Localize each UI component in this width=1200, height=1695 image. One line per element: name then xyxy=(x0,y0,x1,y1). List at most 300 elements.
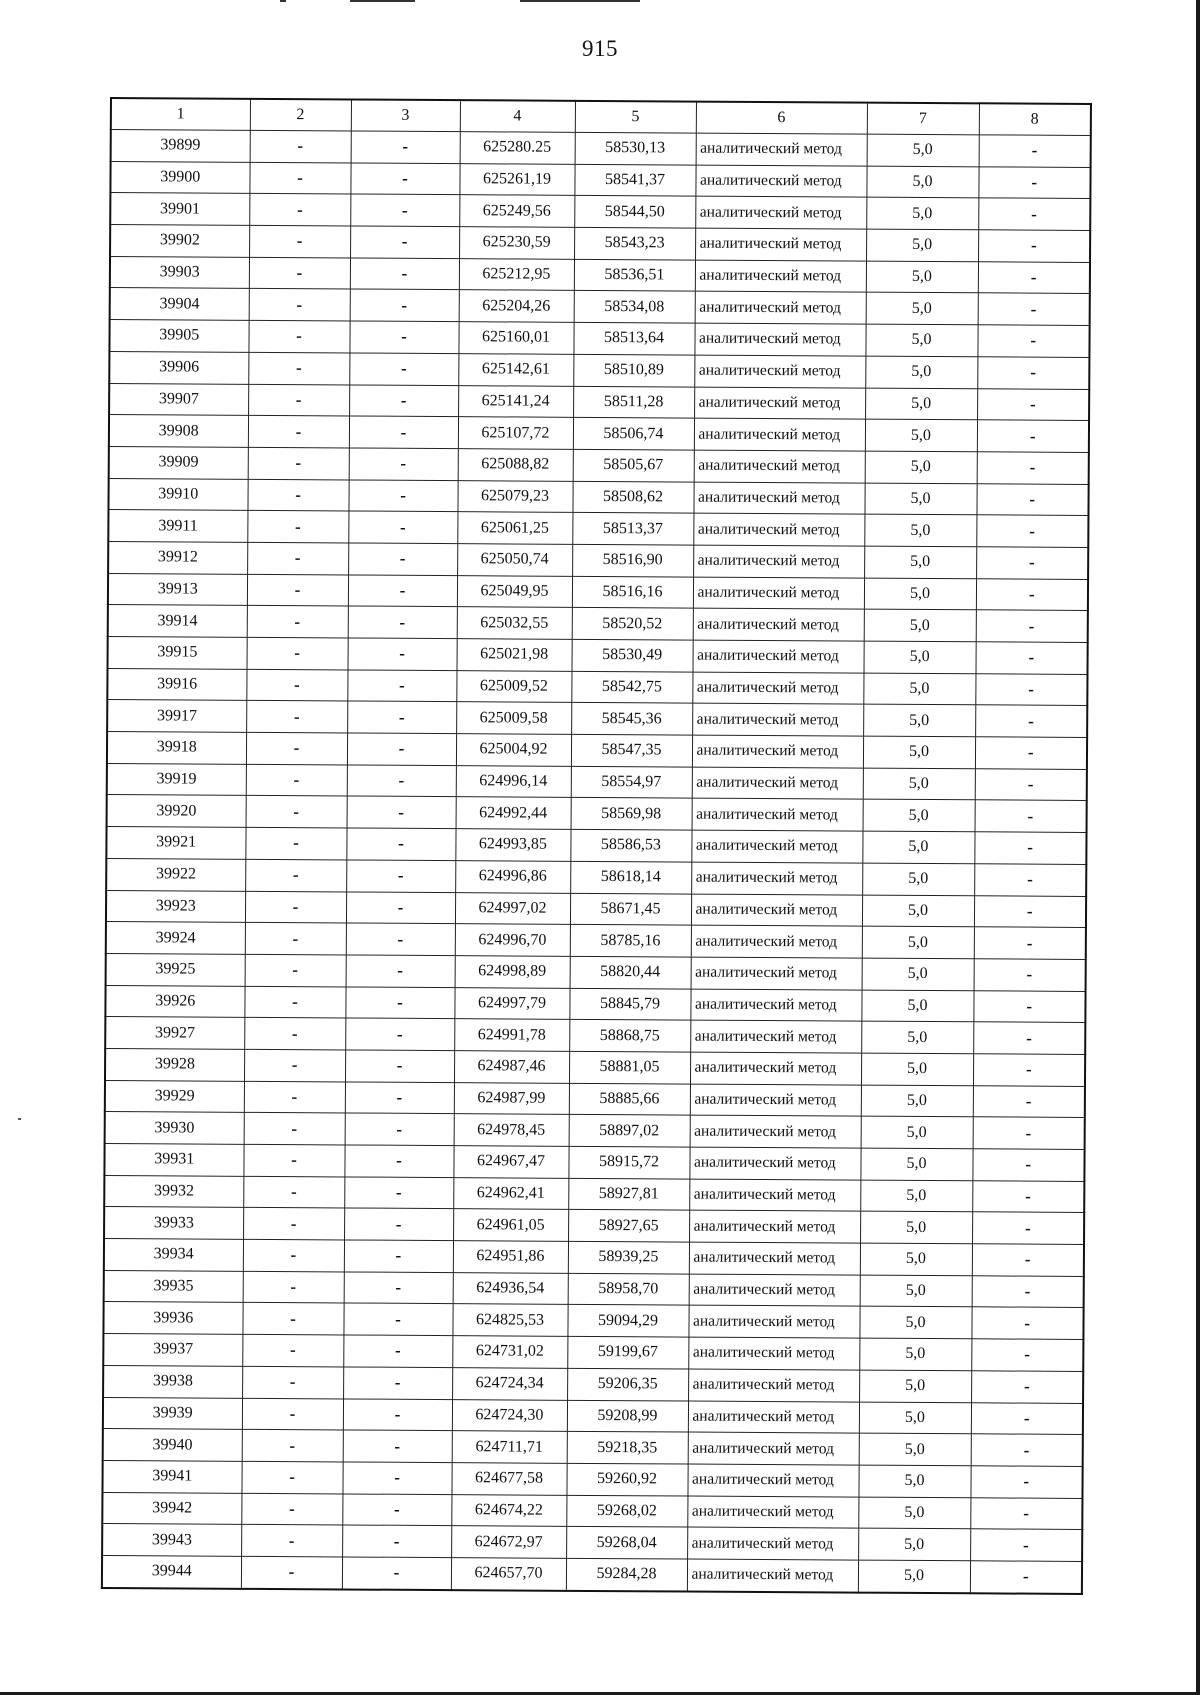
method-cell: аналитический метод xyxy=(687,1559,858,1592)
x-coordinate-cell: 625009,58 xyxy=(456,702,571,734)
point-number-cell: 39913 xyxy=(108,573,247,606)
col3-cell: - xyxy=(347,796,456,828)
y-coordinate-cell: 58516,90 xyxy=(572,544,693,576)
accuracy-cell: 5,0 xyxy=(864,514,976,546)
col8-cell: - xyxy=(975,642,1087,674)
scan-artifact xyxy=(280,0,286,2)
col8-cell: - xyxy=(975,769,1087,801)
col2-cell: - xyxy=(248,384,349,416)
y-coordinate-cell: 58544,50 xyxy=(574,196,695,228)
col8-cell: - xyxy=(976,578,1088,610)
x-coordinate-cell: 624961,05 xyxy=(453,1209,568,1241)
col3-cell: - xyxy=(346,891,455,923)
method-cell: аналитический метод xyxy=(695,228,866,261)
col8-cell: - xyxy=(973,1117,1085,1149)
col3-cell: - xyxy=(349,321,458,353)
column-header: 3 xyxy=(351,99,460,131)
col3-cell: - xyxy=(344,1177,453,1209)
col8-cell: - xyxy=(972,1180,1084,1212)
method-cell: аналитический метод xyxy=(693,513,864,546)
col2-cell: - xyxy=(247,511,348,543)
method-cell: аналитический метод xyxy=(693,577,864,610)
scan-artifact xyxy=(520,0,640,2)
col3-cell: - xyxy=(350,258,459,290)
point-number-cell: 39917 xyxy=(107,700,246,733)
accuracy-cell: 5,0 xyxy=(863,768,975,800)
y-coordinate-cell: 58671,45 xyxy=(570,893,691,925)
coordinates-table xyxy=(101,97,1092,1595)
col3-cell: - xyxy=(348,543,457,575)
col3-cell: - xyxy=(351,131,460,163)
method-cell: аналитический метод xyxy=(695,165,866,198)
y-coordinate-cell: 59094,29 xyxy=(567,1305,688,1337)
point-number-cell: 39937 xyxy=(103,1334,242,1367)
x-coordinate-cell: 624996,14 xyxy=(456,765,571,797)
method-cell: аналитический метод xyxy=(689,1274,860,1307)
col3-cell: - xyxy=(344,1240,453,1272)
point-number-cell: 39921 xyxy=(106,827,245,860)
method-cell: аналитический метод xyxy=(689,1210,860,1243)
x-coordinate-cell: 625009,52 xyxy=(456,670,571,702)
y-coordinate-cell: 58510,89 xyxy=(573,354,694,386)
point-number-cell: 39941 xyxy=(102,1460,241,1493)
col8-cell: - xyxy=(976,610,1088,642)
point-number-cell: 39900 xyxy=(110,161,249,194)
col2-cell: - xyxy=(246,701,347,733)
x-coordinate-cell: 624731,02 xyxy=(452,1336,567,1368)
col2-cell: - xyxy=(249,257,350,289)
accuracy-cell: 5,0 xyxy=(859,1402,971,1434)
col8-cell: - xyxy=(972,1212,1084,1244)
x-coordinate-cell: 625050,74 xyxy=(457,544,572,576)
col3-cell: - xyxy=(348,511,457,543)
col2-cell: - xyxy=(245,859,346,891)
point-number-cell: 39922 xyxy=(106,858,245,891)
method-cell: аналитический метод xyxy=(690,1084,861,1117)
col3-cell: - xyxy=(344,1272,453,1304)
col2-cell: - xyxy=(245,923,346,955)
x-coordinate-cell: 624997,02 xyxy=(455,892,570,924)
column-header: 7 xyxy=(867,103,979,135)
method-cell: аналитический метод xyxy=(689,1147,860,1180)
column-header: 4 xyxy=(460,100,575,132)
y-coordinate-cell: 58513,37 xyxy=(572,513,693,545)
y-coordinate-cell: 58785,16 xyxy=(570,925,691,957)
col2-cell: - xyxy=(245,954,346,986)
accuracy-cell: 5,0 xyxy=(865,451,977,483)
scan-artifact xyxy=(350,0,415,2)
point-number-cell: 39931 xyxy=(104,1143,243,1176)
x-coordinate-cell: 624936,54 xyxy=(453,1272,568,1304)
col8-cell: - xyxy=(970,1561,1082,1594)
col2-cell: - xyxy=(246,764,347,796)
col8-cell: - xyxy=(978,166,1090,198)
col3-cell: - xyxy=(350,289,459,321)
col2-cell: - xyxy=(241,1493,342,1525)
col2-cell: - xyxy=(248,416,349,448)
accuracy-cell: 5,0 xyxy=(865,356,977,388)
accuracy-cell: 5,0 xyxy=(861,1053,973,1085)
col8-cell: - xyxy=(973,1054,1085,1086)
x-coordinate-cell: 625160,01 xyxy=(458,322,573,354)
accuracy-cell: 5,0 xyxy=(860,1243,972,1275)
point-number-cell: 39910 xyxy=(108,478,247,511)
y-coordinate-cell: 59218,35 xyxy=(567,1432,688,1464)
point-number-cell: 39933 xyxy=(104,1207,243,1240)
point-number-cell: 39911 xyxy=(108,510,247,543)
col8-cell: - xyxy=(978,230,1090,262)
y-coordinate-cell: 58530,13 xyxy=(575,132,696,164)
col3-cell: - xyxy=(350,194,459,226)
point-number-cell: 39907 xyxy=(109,383,248,416)
x-coordinate-cell: 624951,86 xyxy=(453,1241,568,1273)
y-coordinate-cell: 58927,81 xyxy=(568,1178,689,1210)
y-coordinate-cell: 58927,65 xyxy=(568,1210,689,1242)
x-coordinate-cell: 625204,26 xyxy=(459,290,574,322)
method-cell: аналитический метод xyxy=(692,767,863,800)
y-coordinate-cell: 58881,05 xyxy=(569,1051,690,1083)
y-coordinate-cell: 58868,75 xyxy=(569,1020,690,1052)
x-coordinate-cell: 624657,70 xyxy=(451,1558,566,1591)
accuracy-cell: 5,0 xyxy=(864,578,976,610)
col2-cell: - xyxy=(242,1334,343,1366)
col2-cell: - xyxy=(243,1239,344,1271)
col8-cell: - xyxy=(973,1022,1085,1054)
col3-cell: - xyxy=(342,1494,451,1526)
col8-cell: - xyxy=(975,737,1087,769)
accuracy-cell: 5,0 xyxy=(866,166,978,198)
accuracy-cell: 5,0 xyxy=(864,546,976,578)
method-cell: аналитический метод xyxy=(692,672,863,705)
col8-cell: - xyxy=(972,1276,1084,1308)
col8-cell: - xyxy=(974,959,1086,991)
y-coordinate-cell: 59260,92 xyxy=(566,1463,687,1495)
x-coordinate-cell: 625141,24 xyxy=(458,385,573,417)
col8-cell: - xyxy=(977,357,1089,389)
point-number-cell: 39943 xyxy=(102,1524,241,1557)
col3-cell: - xyxy=(348,606,457,638)
col2-cell: - xyxy=(241,1461,342,1493)
point-number-cell: 39926 xyxy=(105,985,244,1018)
point-number-cell: 39915 xyxy=(108,636,247,669)
method-cell: аналитический метод xyxy=(687,1464,858,1497)
y-coordinate-cell: 58516,16 xyxy=(572,576,693,608)
method-cell: аналитический метод xyxy=(694,450,865,483)
accuracy-cell: 5,0 xyxy=(860,1148,972,1180)
col8-cell: - xyxy=(976,515,1088,547)
accuracy-cell: 5,0 xyxy=(859,1338,971,1370)
column-header: 8 xyxy=(979,103,1091,135)
accuracy-cell: 5,0 xyxy=(863,736,975,768)
accuracy-cell: 5,0 xyxy=(858,1560,970,1593)
accuracy-cell: 5,0 xyxy=(859,1433,971,1465)
col3-cell: - xyxy=(345,1018,454,1050)
accuracy-cell: 5,0 xyxy=(867,134,979,166)
accuracy-cell: 5,0 xyxy=(860,1275,972,1307)
col2-cell: - xyxy=(244,1018,345,1050)
y-coordinate-cell: 58569,98 xyxy=(571,798,692,830)
col3-cell: - xyxy=(348,480,457,512)
point-number-cell: 39923 xyxy=(106,890,245,923)
y-coordinate-cell: 58511,28 xyxy=(573,386,694,418)
point-number-cell: 39914 xyxy=(108,605,247,638)
point-number-cell: 39932 xyxy=(104,1175,243,1208)
method-cell: аналитический метод xyxy=(690,1052,861,1085)
col3-cell: - xyxy=(346,923,455,955)
y-coordinate-cell: 59206,35 xyxy=(567,1368,688,1400)
accuracy-cell: 5,0 xyxy=(866,229,978,261)
column-header: 5 xyxy=(575,101,696,133)
method-cell: аналитический метод xyxy=(688,1369,859,1402)
col3-cell: - xyxy=(349,448,458,480)
x-coordinate-cell: 624993,85 xyxy=(455,829,570,861)
column-header: 2 xyxy=(250,99,351,131)
y-coordinate-cell: 58541,37 xyxy=(574,164,695,196)
method-cell: аналитический метод xyxy=(688,1305,859,1338)
accuracy-cell: 5,0 xyxy=(862,831,974,863)
col3-cell: - xyxy=(343,1303,452,1335)
point-number-cell: 39909 xyxy=(109,446,248,479)
col8-cell: - xyxy=(974,895,1086,927)
accuracy-cell: 5,0 xyxy=(861,1021,973,1053)
y-coordinate-cell: 58513,64 xyxy=(573,322,694,354)
col2-cell: - xyxy=(241,1556,342,1589)
point-number-cell: 39924 xyxy=(106,922,245,955)
point-number-cell: 39916 xyxy=(107,668,246,701)
accuracy-cell: 5,0 xyxy=(865,388,977,420)
method-cell: аналитический метод xyxy=(687,1496,858,1529)
y-coordinate-cell: 59208,99 xyxy=(567,1400,688,1432)
col8-cell: - xyxy=(972,1149,1084,1181)
method-cell: аналитический метод xyxy=(692,703,863,736)
col3-cell: - xyxy=(346,955,455,987)
table-row xyxy=(102,1555,1082,1593)
method-cell: аналитический метод xyxy=(692,640,863,673)
method-cell: аналитический метод xyxy=(688,1432,859,1465)
y-coordinate-cell: 58543,23 xyxy=(574,227,695,259)
accuracy-cell: 5,0 xyxy=(860,1211,972,1243)
method-cell: аналитический метод xyxy=(693,482,864,515)
x-coordinate-cell: 624677,58 xyxy=(451,1462,566,1494)
point-number-cell: 39903 xyxy=(110,256,249,289)
point-number-cell: 39905 xyxy=(109,320,248,353)
point-number-cell: 39944 xyxy=(102,1555,241,1588)
y-coordinate-cell: 58897,02 xyxy=(569,1115,690,1147)
point-number-cell: 39899 xyxy=(111,130,250,163)
col8-cell: - xyxy=(974,832,1086,864)
x-coordinate-cell: 625212,95 xyxy=(459,258,574,290)
col2-cell: - xyxy=(243,1144,344,1176)
col2-cell: - xyxy=(242,1366,343,1398)
method-cell: аналитический метод xyxy=(691,894,862,927)
x-coordinate-cell: 624724,30 xyxy=(452,1399,567,1431)
col2-cell: - xyxy=(249,289,350,321)
col8-cell: - xyxy=(971,1434,1083,1466)
method-cell: аналитический метод xyxy=(694,387,865,420)
x-coordinate-cell: 624962,41 xyxy=(453,1177,568,1209)
col2-cell: - xyxy=(247,479,348,511)
col3-cell: - xyxy=(343,1367,452,1399)
method-cell: аналитический метод xyxy=(691,830,862,863)
accuracy-cell: 5,0 xyxy=(865,419,977,451)
x-coordinate-cell: 624992,44 xyxy=(456,797,571,829)
y-coordinate-cell: 59268,02 xyxy=(566,1495,687,1527)
col8-cell: - xyxy=(977,420,1089,452)
point-number-cell: 39942 xyxy=(102,1492,241,1525)
col3-cell: - xyxy=(348,575,457,607)
y-coordinate-cell: 58958,70 xyxy=(568,1273,689,1305)
point-number-cell: 39928 xyxy=(105,1048,244,1081)
col3-cell: - xyxy=(347,670,456,702)
accuracy-cell: 5,0 xyxy=(863,673,975,705)
x-coordinate-cell: 624724,34 xyxy=(452,1367,567,1399)
x-coordinate-cell: 624987,99 xyxy=(454,1082,569,1114)
method-cell: аналитический метод xyxy=(689,1179,860,1212)
point-number-cell: 39904 xyxy=(110,288,249,321)
method-cell: аналитический метод xyxy=(695,196,866,229)
y-coordinate-cell: 58542,75 xyxy=(571,671,692,703)
x-coordinate-cell: 625032,55 xyxy=(457,607,572,639)
scan-artifact xyxy=(18,1118,21,1120)
col3-cell: - xyxy=(346,860,455,892)
point-number-cell: 39901 xyxy=(110,193,249,226)
method-cell: аналитический метод xyxy=(690,1115,861,1148)
y-coordinate-cell: 58885,66 xyxy=(569,1083,690,1115)
accuracy-cell: 5,0 xyxy=(858,1465,970,1497)
point-number-cell: 39908 xyxy=(109,415,248,448)
method-cell: аналитический метод xyxy=(687,1527,858,1560)
col2-cell: - xyxy=(246,669,347,701)
point-number-cell: 39918 xyxy=(107,732,246,765)
col2-cell: - xyxy=(249,194,350,226)
point-number-cell: 39930 xyxy=(105,1112,244,1145)
col2-cell: - xyxy=(244,1049,345,1081)
point-number-cell: 39912 xyxy=(108,541,247,574)
col3-cell: - xyxy=(350,226,459,258)
col2-cell: - xyxy=(245,891,346,923)
x-coordinate-cell: 625079,23 xyxy=(457,480,572,512)
col3-cell: - xyxy=(349,353,458,385)
col8-cell: - xyxy=(974,927,1086,959)
col8-cell: - xyxy=(977,325,1089,357)
col8-cell: - xyxy=(971,1402,1083,1434)
col2-cell: - xyxy=(242,1430,343,1462)
col3-cell: - xyxy=(345,1082,454,1114)
col2-cell: - xyxy=(241,1525,342,1557)
col8-cell: - xyxy=(976,547,1088,579)
point-number-cell: 39935 xyxy=(104,1270,243,1303)
col2-cell: - xyxy=(243,1271,344,1303)
col8-cell: - xyxy=(972,1244,1084,1276)
col3-cell: - xyxy=(348,638,457,670)
accuracy-cell: 5,0 xyxy=(859,1307,971,1339)
point-number-cell: 39919 xyxy=(107,763,246,796)
x-coordinate-cell: 624996,70 xyxy=(455,924,570,956)
col2-cell: - xyxy=(242,1398,343,1430)
col8-cell: - xyxy=(978,293,1090,325)
col2-cell: - xyxy=(243,1176,344,1208)
col8-cell: - xyxy=(973,990,1085,1022)
column-header: 6 xyxy=(696,102,867,135)
x-coordinate-cell: 625088,82 xyxy=(458,449,573,481)
method-cell: аналитический метод xyxy=(694,418,865,451)
x-coordinate-cell: 624825,53 xyxy=(452,1304,567,1336)
col2-cell: - xyxy=(247,606,348,638)
y-coordinate-cell: 58820,44 xyxy=(570,956,691,988)
method-cell: аналитический метод xyxy=(694,355,865,388)
accuracy-cell: 5,0 xyxy=(863,704,975,736)
x-coordinate-cell: 624991,78 xyxy=(454,1019,569,1051)
accuracy-cell: 5,0 xyxy=(864,483,976,515)
point-number-cell: 39934 xyxy=(104,1239,243,1272)
col2-cell: - xyxy=(248,447,349,479)
col8-cell: - xyxy=(975,800,1087,832)
x-coordinate-cell: 625004,92 xyxy=(456,734,571,766)
col8-cell: - xyxy=(971,1307,1083,1339)
col3-cell: - xyxy=(347,701,456,733)
accuracy-cell: 5,0 xyxy=(859,1370,971,1402)
col2-cell: - xyxy=(247,542,348,574)
x-coordinate-cell: 624996,86 xyxy=(455,860,570,892)
col2-cell: - xyxy=(248,352,349,384)
col8-cell: - xyxy=(970,1529,1082,1561)
col3-cell: - xyxy=(343,1430,452,1462)
col2-cell: - xyxy=(243,1208,344,1240)
col8-cell: - xyxy=(978,198,1090,230)
col3-cell: - xyxy=(344,1145,453,1177)
y-coordinate-cell: 58915,72 xyxy=(568,1146,689,1178)
accuracy-cell: 5,0 xyxy=(866,293,978,325)
point-number-cell: 39939 xyxy=(103,1397,242,1430)
method-cell: аналитический метод xyxy=(689,1242,860,1275)
y-coordinate-cell: 58618,14 xyxy=(570,861,691,893)
col8-cell: - xyxy=(975,705,1087,737)
x-coordinate-cell: 624672,97 xyxy=(451,1526,566,1558)
accuracy-cell: 5,0 xyxy=(866,261,978,293)
col8-cell: - xyxy=(975,673,1087,705)
col3-cell: - xyxy=(343,1335,452,1367)
col3-cell: - xyxy=(346,828,455,860)
col2-cell: - xyxy=(248,320,349,352)
accuracy-cell: 5,0 xyxy=(864,609,976,641)
y-coordinate-cell: 58586,53 xyxy=(570,829,691,861)
col2-cell: - xyxy=(247,574,348,606)
x-coordinate-cell: 624967,47 xyxy=(453,1146,568,1178)
col3-cell: - xyxy=(345,987,454,1019)
col3-cell: - xyxy=(342,1462,451,1494)
x-coordinate-cell: 625061,25 xyxy=(457,512,572,544)
page-number: 915 xyxy=(582,36,618,61)
x-coordinate-cell: 624998,89 xyxy=(455,955,570,987)
x-coordinate-cell: 625230,59 xyxy=(459,227,574,259)
x-coordinate-cell: 625261,19 xyxy=(459,163,574,195)
col2-cell: - xyxy=(242,1303,343,1335)
accuracy-cell: 5,0 xyxy=(863,800,975,832)
col3-cell: - xyxy=(342,1557,451,1590)
accuracy-cell: 5,0 xyxy=(862,958,974,990)
y-coordinate-cell: 58545,36 xyxy=(571,703,692,735)
accuracy-cell: 5,0 xyxy=(866,197,978,229)
table-body xyxy=(102,130,1091,1594)
point-number-cell: 39938 xyxy=(103,1365,242,1398)
method-cell: аналитический метод xyxy=(688,1401,859,1434)
method-cell: аналитический метод xyxy=(690,989,861,1022)
col3-cell: - xyxy=(344,1208,453,1240)
scan-edge xyxy=(1196,0,1200,1695)
col8-cell: - xyxy=(970,1497,1082,1529)
x-coordinate-cell: 624997,79 xyxy=(454,987,569,1019)
y-coordinate-cell: 58536,51 xyxy=(574,259,695,291)
